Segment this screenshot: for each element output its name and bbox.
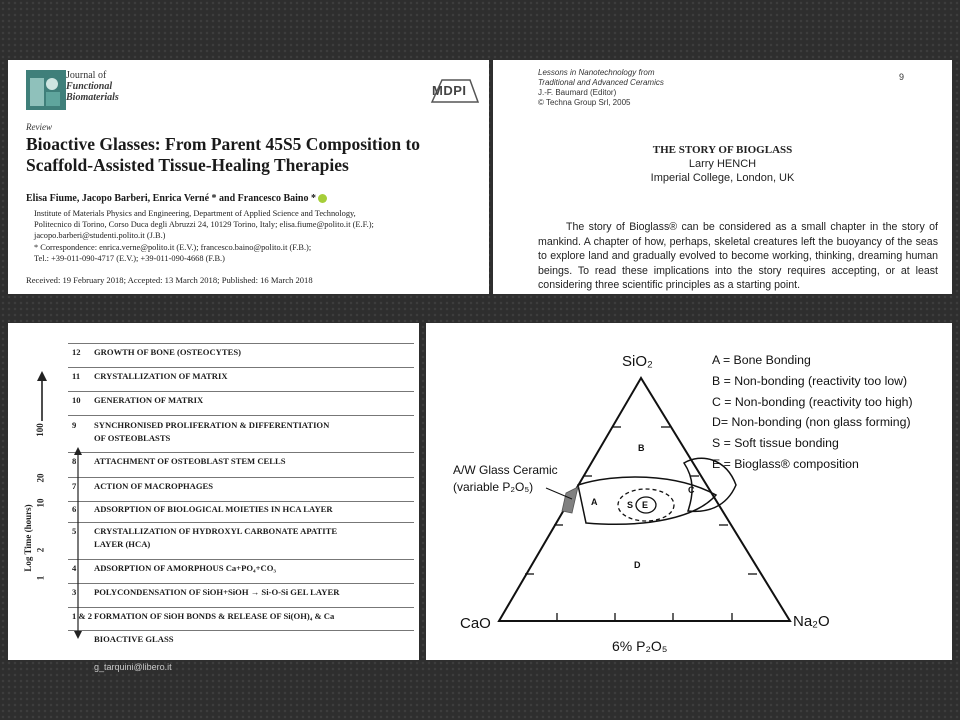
stage-divider: [68, 477, 414, 478]
stage-divider: [68, 452, 414, 453]
stage-divider: [68, 583, 414, 584]
stage-item: [72, 420, 329, 430]
stage-text: ATTACHMENT OF OSTEOBLAST STEM CELLS: [94, 456, 286, 466]
orcid-icon: [318, 194, 327, 203]
zone-label: A: [591, 497, 598, 507]
stage-number: 4: [72, 563, 77, 573]
zone-label: C: [688, 485, 695, 495]
stage-divider: [68, 367, 414, 368]
stage-text: POLYCONDENSATION OF SiOH+SiOH → Si-O-Si GEL LAYER: [94, 587, 340, 597]
stage-text: CRYSTALLIZATION OF MATRIX: [94, 371, 228, 381]
chapter-author: Larry HENCH: [688, 158, 757, 170]
stage-text: GROWTH OF BONE (OSTEOCYTES): [94, 347, 241, 357]
stage-number: 9: [72, 420, 77, 430]
paper-dates: Received: 19 February 2018; Accepted: 13 March 2018; Published: 16 March 2018: [26, 275, 313, 285]
stage-item: [72, 587, 339, 597]
tick-label: 1: [35, 575, 46, 581]
stage-number: 6: [72, 504, 77, 514]
stage-item: [72, 611, 334, 621]
journal-name: Journal of Functional Biomaterials: [66, 70, 119, 103]
stage-divider: [68, 522, 414, 523]
journal-logo-icon: [26, 70, 66, 110]
stage-text: GENERATION OF MATRIX: [94, 395, 204, 405]
paper-affiliation: Institute of Materials Physics and Engineering, Department of Applied Science and Technology, Politecnico di Torino, Corso Duca degli Abruzzi 24, 10129 Torino, Italy; elisa.fiume@polito.it (E.F.); jacopo.barberi@studenti.polito.it (J.B.) * Correspondence: enrica.verne@polito.it (E.V.); francesco.baino@polito.it (F.B.); Tel.: +39-011-090-4717 (E.V.); +39-011-090-4668 (F.B.): [34, 209, 374, 263]
ternary-diagram-panel: [426, 323, 952, 660]
base-label: 6% P₂O₅: [612, 638, 668, 654]
stage-item: [72, 504, 333, 514]
stage-text: ADSORPTION OF BIOLOGICAL MOIETIES IN HCA LAYER: [94, 504, 333, 514]
stages-bracket-arrow-icon: [68, 443, 88, 643]
paper-authors: Elisa Fiume, Jacopo Barberi, Enrica Verné * and Francesco Baino *: [26, 193, 327, 204]
stage-item: [72, 481, 213, 491]
apex-right-label: Na₂O: [793, 613, 830, 630]
tick-label: 10: [35, 498, 46, 508]
article-type: Review: [26, 122, 52, 132]
zone-label: D: [634, 560, 641, 570]
chapter-text: The story of Bioglass® can be considered as a small chapter in the story of mankind. A chapter of how, perhaps, skeletal creatures left the buoyancy of the seas to explore land and gradually evolved to become working, thinking, dreaming human beings. To read these implications into the story requires accepting, or at least considering three scientific principles as a starting point.: [538, 221, 938, 291]
chapter-title: THE STORY OF BIOGLASS: [652, 144, 793, 156]
stage-divider: [68, 343, 414, 344]
paper-title: Bioactive Glasses: From Parent 45S5 Composition to Scaffold-Assisted Tissue-Healing Therapies: [26, 134, 421, 175]
stage-number: 7: [72, 481, 77, 491]
stage-number: 12: [72, 347, 81, 357]
stage-number: 11: [72, 371, 81, 381]
legend-item: D= Non-bonding (non glass forming): [712, 415, 911, 429]
stage-item: [72, 526, 337, 536]
book-series: Lessons in Nanotechnology from Traditional and Advanced Ceramics J.-F. Baumard (Editor) © Techna Group Srl, 2005: [538, 68, 664, 107]
stage-divider: [68, 559, 414, 560]
stage-number: 3: [72, 587, 77, 597]
stage-text: ADSORPTION OF AMORPHOUS Ca+PO₄+CO₃: [94, 563, 276, 573]
publisher-name: MDPI: [432, 83, 467, 98]
chapter-institution: Imperial College, London, UK: [650, 172, 795, 184]
stage-item: [72, 347, 241, 357]
stage-item: [72, 456, 286, 466]
stage-divider: [68, 415, 414, 416]
zone-label: S: [627, 500, 634, 510]
time-axis-label: Log Time (hours): [23, 504, 33, 572]
tick-label: 20: [35, 473, 46, 483]
stage-text: FORMATION OF SiOH BONDS & RELEASE OF Si(OH)₄ & Ca: [94, 611, 335, 621]
reaction-stages-panel: [8, 323, 419, 660]
stage-number: 8: [72, 456, 77, 466]
stage-number: 1 & 2: [72, 611, 93, 621]
zone-label: B: [638, 443, 645, 453]
stage-divider: [68, 501, 414, 502]
paper-header-panel: [8, 60, 489, 294]
apex-left-label: CaO: [460, 615, 491, 632]
stage-text: SYNCHRONISED PROLIFERATION & DIFFERENTIATION: [94, 420, 330, 430]
footer-email: g_tarquini@libero.it: [94, 662, 172, 672]
stage-item: [72, 395, 203, 405]
apex-top-label: SiO₂: [622, 353, 653, 370]
stage-number: 10: [72, 395, 81, 405]
legend-item: B = Non-bonding (reactivity too low): [712, 374, 908, 388]
zone-label: E: [642, 500, 649, 510]
stage-text: OF OSTEOBLASTS: [94, 433, 171, 443]
legend-item: S = Soft tissue bonding: [712, 436, 839, 450]
stage-item: [72, 371, 228, 381]
stage-number: 5: [72, 526, 77, 536]
stage-item: [72, 433, 170, 443]
aw-glass-ceramic-label: A/W Glass Ceramic: [453, 463, 558, 477]
legend-item: E = Bioglass® composition: [712, 457, 859, 471]
stage-item: [72, 563, 276, 573]
tick-label: 2: [35, 547, 46, 553]
page-number: 9: [899, 72, 905, 82]
stage-text: BIOACTIVE GLASS: [94, 634, 174, 644]
aw-variable-label: (variable P₂O₅): [453, 480, 534, 494]
stage-divider: [68, 630, 414, 631]
stage-text: LAYER (HCA): [94, 539, 151, 549]
stage-text: ACTION OF MACROPHAGES: [94, 481, 214, 491]
tick-label: 100: [34, 423, 45, 437]
book-chapter-panel: [493, 60, 952, 294]
stage-text: CRYSTALLIZATION OF HYDROXYL CARBONATE APATITE: [94, 526, 338, 536]
stage-divider: [68, 391, 414, 392]
legend-item: C = Non-bonding (reactivity too high): [712, 395, 913, 409]
time-axis-arrow-icon: [30, 371, 54, 651]
stage-divider: [68, 607, 414, 608]
legend-item: A = Bone Bonding: [712, 353, 811, 367]
